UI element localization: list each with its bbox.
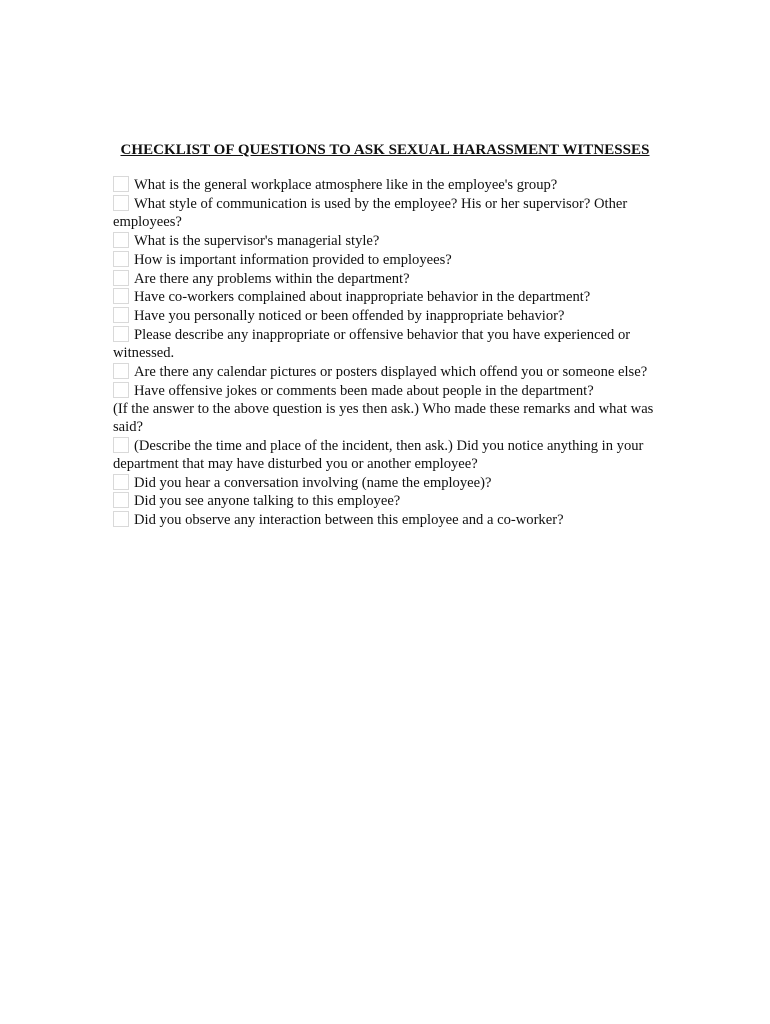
question-text: Are there any problems within the department? [134, 270, 410, 287]
checkbox[interactable] [113, 326, 129, 342]
question-text: Have you personally noticed or been offended by inappropriate behavior? [134, 308, 565, 325]
checklist-item-3 [113, 232, 658, 251]
checklist-item-13 [113, 492, 658, 511]
question-text: Are there any calendar pictures or posters displayed which offend you or someone else? [134, 364, 648, 381]
checkbox[interactable] [113, 195, 129, 211]
checklist-item-6 [113, 288, 658, 307]
question-text: What is the general workplace atmosphere like in the employee's group? [134, 177, 558, 193]
checklist-item-4 [113, 251, 658, 270]
checkbox[interactable] [113, 511, 129, 527]
checklist-item-10 [113, 382, 658, 401]
question-text: Did you hear a conversation involving (name the employee)? [134, 474, 492, 491]
question-text: What is the supervisor's managerial style? [134, 232, 380, 249]
question-text: Have offensive jokes or comments been made about people in the department? [134, 382, 594, 399]
question-text: Did you see anyone talking to this employee? [134, 493, 401, 510]
checklist-item-5 [113, 270, 658, 289]
follow-up-text: (If the answer to the above question is yes then ask.) Who made these remarks and what was said? [113, 400, 654, 435]
checklist-item-8 [113, 326, 658, 363]
checkbox[interactable] [113, 251, 129, 267]
checklist-item-9 [113, 363, 658, 382]
question-text: Did you observe any interaction between this employee and a co-worker? [134, 512, 564, 529]
checkbox[interactable] [113, 474, 129, 490]
checkbox[interactable] [113, 232, 129, 248]
checkbox[interactable] [113, 382, 129, 398]
checklist-item-14 [113, 511, 658, 530]
checkbox[interactable] [113, 176, 129, 192]
page-title: CHECKLIST OF QUESTIONS TO ASK SEXUAL HARASSMENT WITNESSES [120, 142, 650, 158]
follow-up-note [113, 401, 658, 437]
question-text: Please describe any inappropriate or offensive behavior that you have experienced or witnessed. [113, 327, 631, 362]
checkbox[interactable] [113, 492, 129, 508]
question-text: What style of communication is used by the employee? His or her supervisor? Other employees? [113, 195, 628, 230]
checkbox[interactable] [113, 363, 129, 379]
checklist-item-12 [113, 474, 658, 493]
question-text: How is important information provided to employees? [134, 251, 452, 268]
checklist-item-2 [113, 195, 658, 232]
checklist-item-7 [113, 307, 658, 326]
checkbox[interactable] [113, 270, 129, 286]
checkbox[interactable] [113, 288, 129, 304]
checklist-item-11 [113, 437, 658, 474]
checkbox[interactable] [113, 307, 129, 323]
checklist-item-1 [113, 176, 658, 195]
question-checklist [113, 176, 658, 530]
checkbox[interactable] [113, 437, 129, 453]
question-text: (Describe the time and place of the incident, then ask.) Did you notice anything in your department that may have disturbed you or another employee? [113, 437, 644, 472]
question-text: Have co-workers complained about inappropriate behavior in the department? [134, 289, 591, 306]
